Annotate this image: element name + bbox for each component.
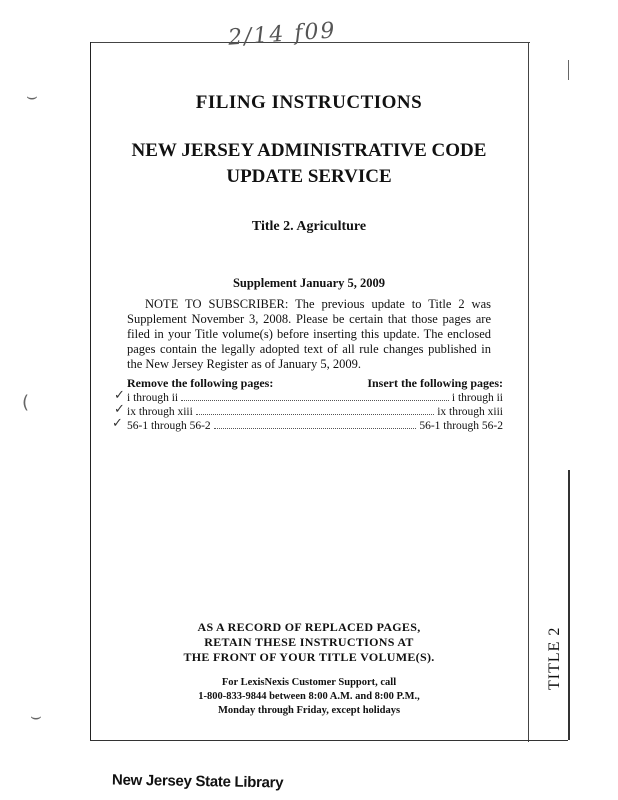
insert-pages: ix through xiii: [437, 406, 503, 418]
page-replacement-row: [127, 418, 503, 432]
supplement-date: Supplement January 5, 2009: [232, 276, 386, 290]
remove-pages: i through ii: [127, 392, 179, 404]
leader-dots: [181, 400, 449, 401]
support-line-1: For LexisNexis Customer Support, call: [221, 677, 397, 688]
punch-hole-mark-icon: ⌣: [26, 86, 38, 107]
punch-hole-mark-icon: (: [22, 392, 30, 413]
document-subtitle: [90, 138, 528, 190]
insert-pages: i through ii: [451, 392, 503, 404]
checkmark-icon: ✓: [112, 416, 123, 431]
subtitle-line-1: NEW JERSEY ADMINISTRATIVE CODE: [131, 140, 487, 161]
customer-support-info: [90, 676, 528, 718]
handwritten-date: 2/14 f09: [227, 18, 338, 51]
library-stamp: New Jersey State Library: [111, 771, 284, 792]
leader-dots: [214, 428, 417, 429]
remove-pages: ix through xiii: [127, 406, 193, 418]
checkmark-icon: ✓: [114, 388, 125, 403]
remove-pages-header: Remove the following pages:: [127, 376, 274, 390]
record-line-3: THE FRONT OF YOUR TITLE VOLUME(S).: [183, 650, 435, 664]
punch-hole-mark-icon: ⌣: [30, 706, 42, 727]
record-instructions: [90, 620, 528, 665]
page-border-right: [528, 42, 529, 742]
side-tab-tick: [568, 60, 569, 80]
side-tab-edge: [568, 470, 570, 740]
insert-pages-header: Insert the following pages:: [367, 376, 503, 390]
page-replacement-row: [127, 404, 503, 418]
side-tab-label: TITLE 2: [546, 626, 563, 690]
insert-pages: 56-1 through 56-2: [419, 420, 503, 432]
support-line-2: 1-800-833-9844 between 8:00 A.M. and 8:00 P.M.,: [198, 691, 420, 702]
title-name: Title 2. Agriculture: [251, 219, 367, 234]
remove-pages: 56-1 through 56-2: [127, 420, 211, 432]
page-replacement-row: [127, 390, 503, 404]
support-line-3: Monday through Friday, except holidays: [217, 705, 401, 716]
subscriber-note: NOTE TO SUBSCRIBER: The previous update to Title 2 was Supplement November 3, 2008. Please be certain that those pages are filed in your Title volume(s) before inserting this update. The enclosed pages contain the legally adopted text of all rule changes published in the New Jersey Register as of January 5, 2009.: [127, 297, 491, 371]
record-line-1: AS A RECORD OF REPLACED PAGES,: [197, 620, 421, 634]
subtitle-line-2: UPDATE SERVICE: [226, 166, 392, 187]
page-border-bottom: [90, 740, 568, 741]
checkmark-icon: ✓: [114, 402, 125, 417]
page-heading: FILING INSTRUCTIONS: [195, 92, 423, 113]
leader-dots: [196, 414, 434, 415]
record-line-2: RETAIN THESE INSTRUCTIONS AT: [204, 635, 414, 649]
